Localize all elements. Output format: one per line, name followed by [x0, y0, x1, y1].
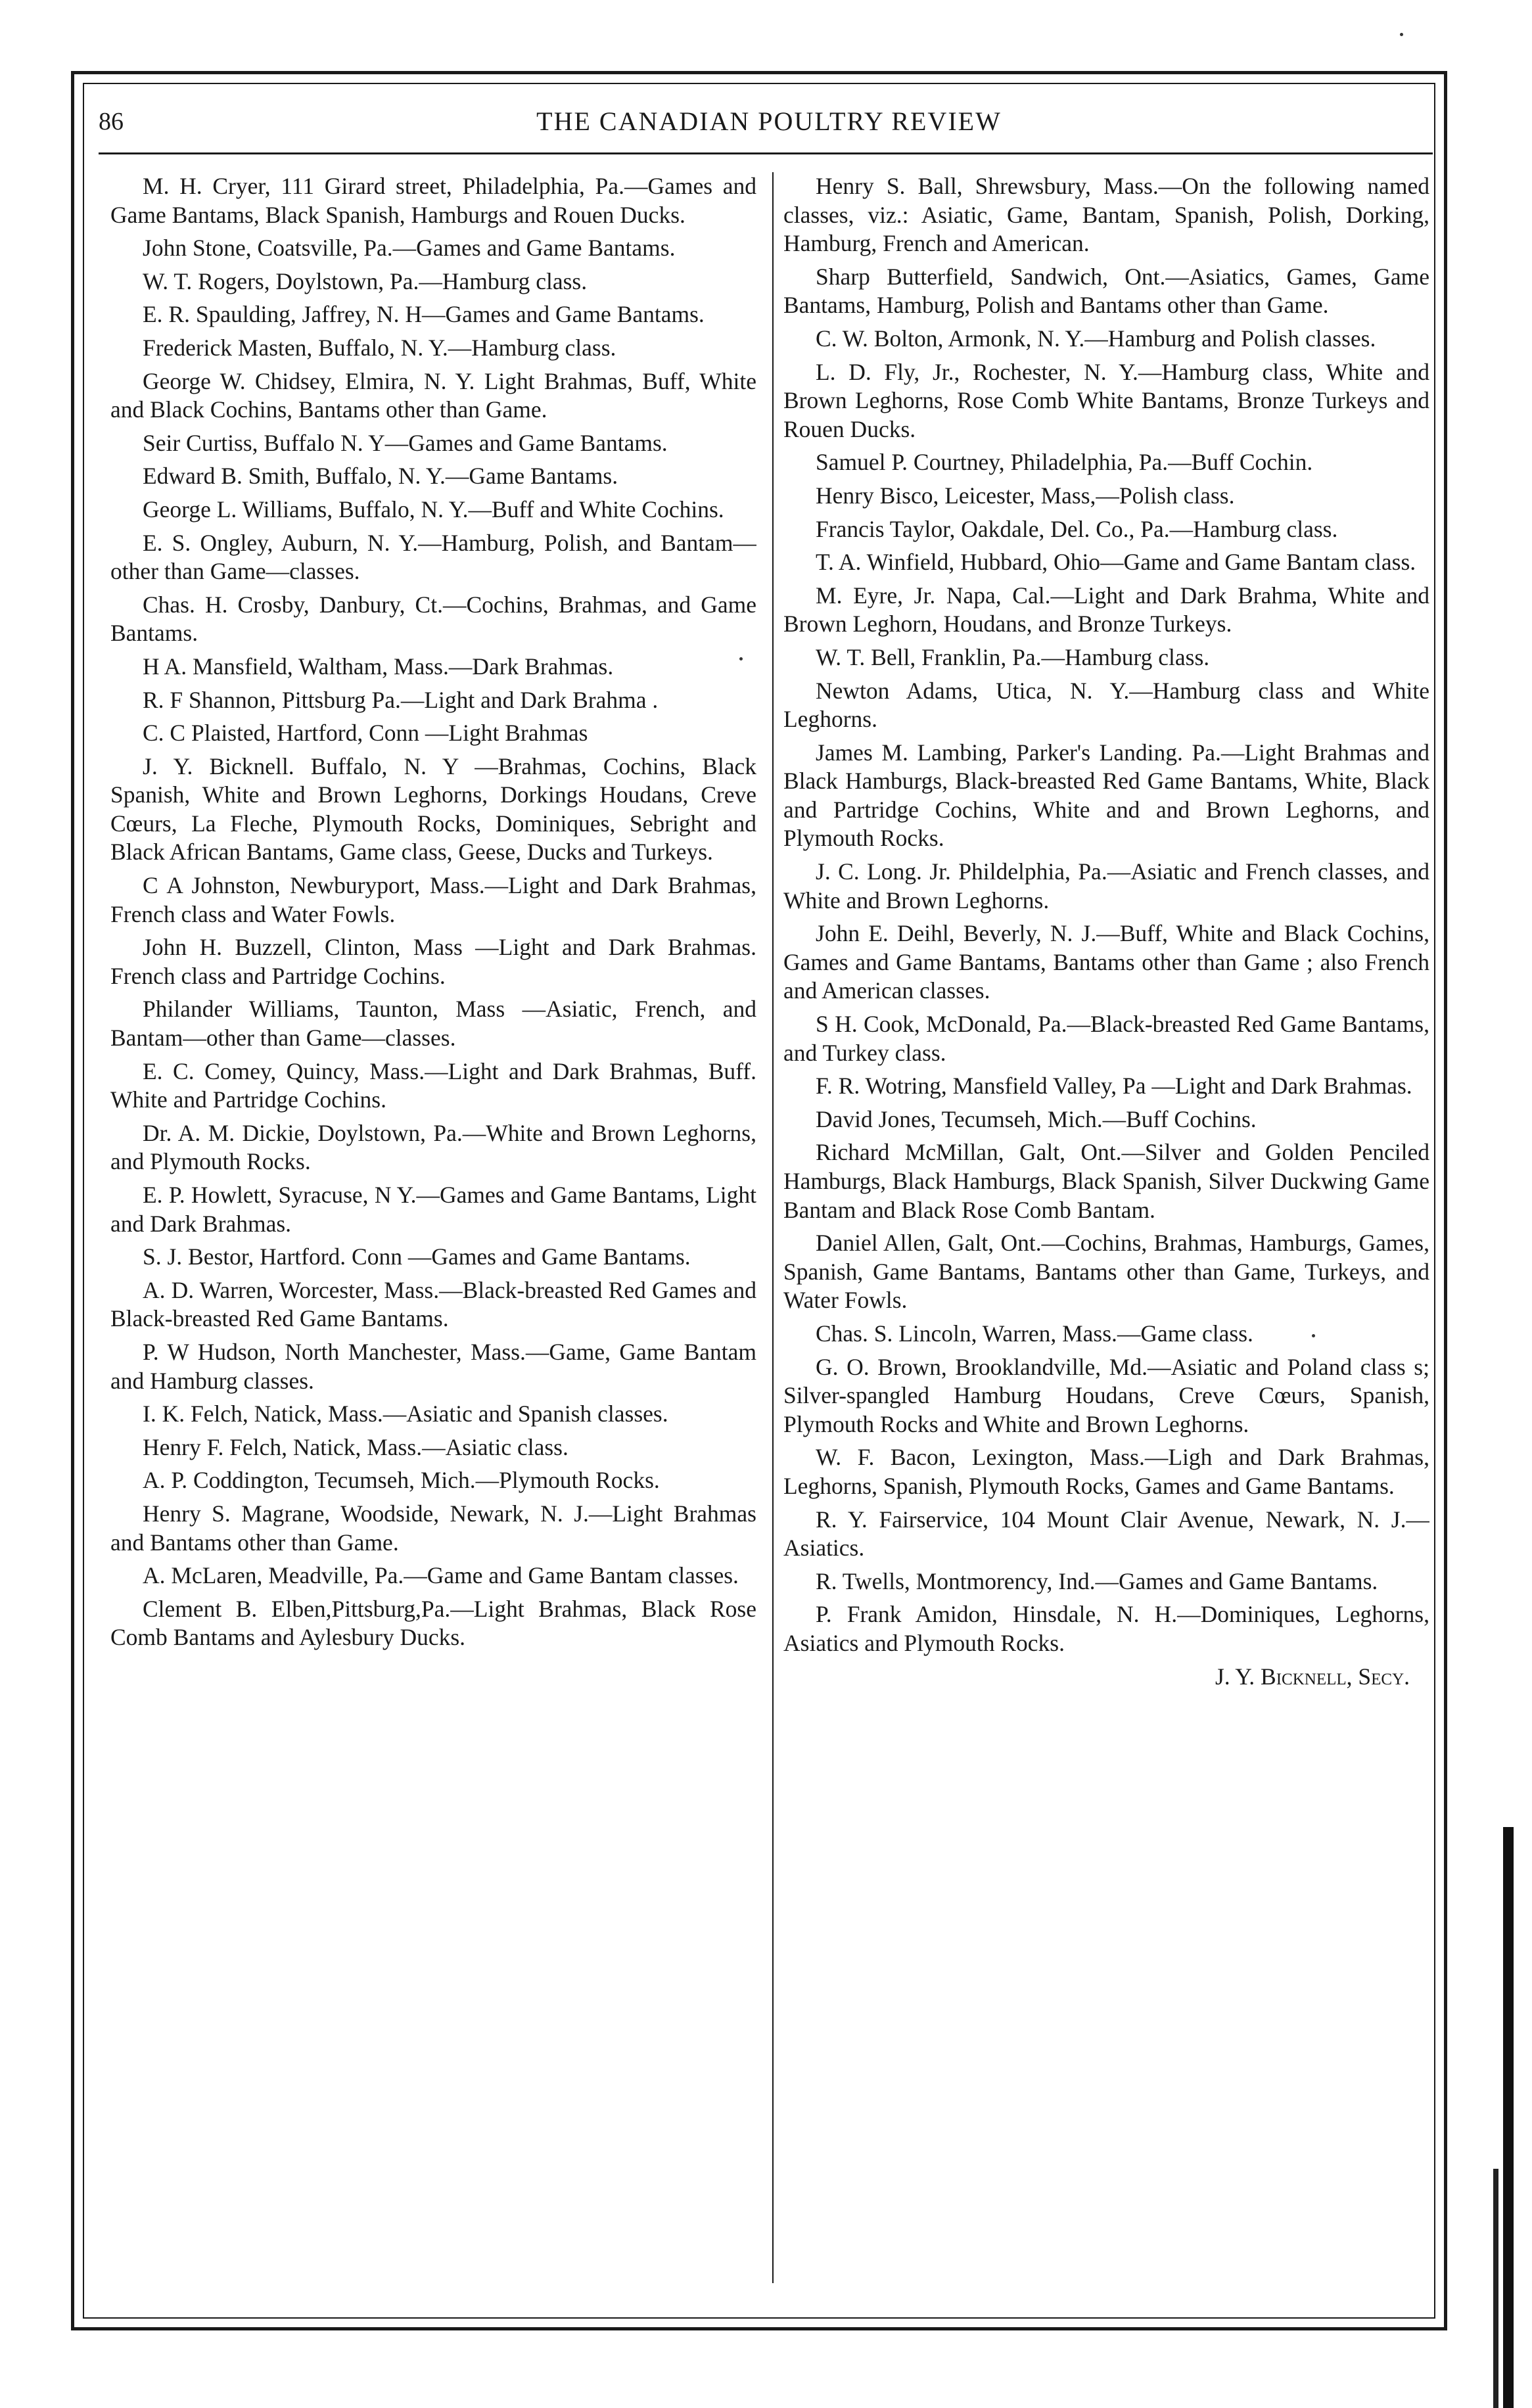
judge-entry: John Stone, Coatsville, Pa.—Games and Game Bantams. [143, 235, 676, 262]
judge-entry: C. W. Bolton, Armonk, N. Y.—Hamburg and Polish classes. [816, 325, 1376, 352]
judge-entry: Richard McMillan, Galt, Ont.—Silver and Golden Penciled Hamburgs, Black Hamburgs, Black Spanish, Silver Duckwing Game Bantam and Black Rose Comb Bantam. [783, 1139, 1429, 1223]
judge-entry: Clement B. Elben,Pittsburg,Pa.—Light Brahmas, Black Rose Comb Bantams and Aylesbury Ducks. [110, 1595, 756, 1651]
judge-entry: C A Johnston, Newburyport, Mass.—Light and Dark Brahmas, French class and Water Fowls. [110, 872, 756, 927]
judge-entry: Sharp Butterfield, Sandwich, Ont.—Asiatics, Games, Game Bantams, Hamburg, Polish and Bantams other than Game. [783, 263, 1429, 319]
judge-entry: John E. Deihl, Beverly, N. J.—Buff, White and Black Cochins, Games and Game Bantams, Bantams other than Game ; also French and American classes. [783, 920, 1429, 1004]
left-column [110, 172, 756, 2282]
scan-edge-shadow [1493, 2169, 1498, 2408]
judge-entry: David Jones, Tecumseh, Mich.—Buff Cochins. [816, 1105, 1257, 1132]
secretary-signature: J. Y. Bicknell, Secy. [1215, 1663, 1410, 1690]
scan-edge-shadow [1503, 1827, 1514, 2408]
judge-entry: Samuel P. Courtney, Philadelphia, Pa.—Buff Cochin. [816, 449, 1313, 476]
judge-entry: Philander Williams, Taunton, Mass —Asiatic, French, and Bantam—other than Game—classes. [110, 996, 756, 1052]
judge-entry: S. J. Bestor, Hartford. Conn —Games and Game Bantams. [143, 1243, 691, 1270]
judge-entry: W. T. Bell, Franklin, Pa.—Hamburg class. [816, 643, 1210, 670]
judge-entry: Newton Adams, Utica, N. Y.—Hamburg class and White Leghorns. [783, 677, 1429, 733]
judge-entry: W. F. Bacon, Lexington, Mass.—Ligh and Dark Brahmas, Leghorns, Spanish, Plymouth Rocks, Games and Game Bantams. [783, 1444, 1429, 1499]
judge-entry: H A. Mansfield, Waltham, Mass.—Dark Brahmas. [143, 653, 614, 680]
judge-entry: Daniel Allen, Galt, Ont.—Cochins, Brahmas, Hamburgs, Games, Spanish, Game Bantams, Bantams other than Game, Turkeys, and Water Fowls. [783, 1230, 1429, 1314]
judge-entry: George W. Chidsey, Elmira, N. Y. Light Brahmas, Buff, White and Black Cochins, Bantams other than Game. [110, 367, 756, 423]
judge-entry: Henry Bisco, Leicester, Mass,—Polish class. [816, 482, 1235, 509]
judge-entry: A. McLaren, Meadville, Pa.—Game and Game Bantam classes. [143, 1562, 739, 1589]
column-divider [772, 172, 774, 2283]
judge-entry: Francis Taylor, Oakdale, Del. Co., Pa.—Hamburg class. [816, 515, 1338, 542]
judge-entry: Edward B. Smith, Buffalo, N. Y.—Game Bantams. [143, 463, 618, 490]
judge-entry: Henry S. Magrane, Woodside, Newark, N. J.—Light Brahmas and Bantams other than Game. [110, 1500, 756, 1556]
judge-entry: S H. Cook, McDonald, Pa.—Black-breasted Red Game Bantams, and Turkey class. [783, 1011, 1429, 1066]
page-number: 86 [99, 108, 124, 135]
judge-entry: E. R. Spaulding, Jaffrey, N. H—Games and Game Bantams. [143, 301, 705, 328]
judge-entry: R. Twells, Montmorency, Ind.—Games and Game Bantams. [816, 1567, 1378, 1594]
print-speck [1400, 33, 1403, 36]
judge-entry: John H. Buzzell, Clinton, Mass —Light and Dark Brahmas. French class and Partridge Cochins. [110, 934, 756, 989]
judge-entry: A. D. Warren, Worcester, Mass.—Black-breasted Red Games and Black-breasted Red Game Bantams. [110, 1276, 756, 1332]
judge-entry: C. C Plaisted, Hartford, Conn —Light Brahmas [143, 720, 588, 747]
judge-entry: R. F Shannon, Pittsburg Pa.—Light and Dark Brahma . [143, 686, 659, 713]
judge-entry: Dr. A. M. Dickie, Doylstown, Pa.—White and Brown Leghorns, and Plymouth Rocks. [110, 1119, 756, 1175]
print-speck [739, 657, 743, 660]
judge-entry: M. H. Cryer, 111 Girard street, Philadelphia, Pa.—Games and Game Bantams, Black Spanish, Hamburgs and Rouen Ducks. [110, 173, 756, 228]
judge-entry: G. O. Brown, Brooklandville, Md.—Asiatic and Poland class s; Silver-spangled Hamburg Houdans, Creve Cœurs, Spanish, Plymouth Rocks and White and Brown Leghorns. [783, 1353, 1429, 1437]
judge-entry: J. C. Long. Jr. Phildelphia, Pa.—Asiatic and French classes, and White and Brown Leghorns. [783, 858, 1429, 914]
judge-entry: Frederick Masten, Buffalo, N. Y.—Hamburg class. [143, 334, 616, 361]
judge-entry: Henry F. Felch, Natick, Mass.—Asiatic class. [143, 1433, 569, 1460]
judge-entry: P. W Hudson, North Manchester, Mass.—Game, Game Bantam and Hamburg classes. [110, 1338, 756, 1394]
judge-entry: Chas. S. Lincoln, Warren, Mass.—Game class. [816, 1320, 1253, 1347]
judge-entry: Seir Curtiss, Buffalo N. Y—Games and Game Bantams. [143, 429, 668, 456]
judge-entry: Henry S. Ball, Shrewsbury, Mass.—On the following named classes, viz.: Asiatic, Game, Bantam, Spanish, Polish, Dorking, Hamburg, French and American. [783, 173, 1429, 257]
judge-entry: Chas. H. Crosby, Danbury, Ct.—Cochins, Brahmas, and Game Bantams. [110, 591, 756, 647]
running-title: THE CANADIAN POULTRY REVIEW [536, 106, 1002, 136]
judge-entry: M. Eyre, Jr. Napa, Cal.—Light and Dark Brahma, White and Brown Leghorn, Houdans, and Bronze Turkeys. [783, 582, 1429, 637]
judge-entry: J. Y. Bicknell. Buffalo, N. Y —Brahmas, Cochins, Black Spanish, White and Brown Leghorns, Dorkings Houdans, Creve Cœurs, La Fleche, Plymouth Rocks, Dominiques, Sebright and Black African Bantams, Game class, Geese, Ducks and Turkeys. [110, 752, 756, 866]
judge-entry: T. A. Winfield, Hubbard, Ohio—Game and Game Bantam class. [816, 549, 1416, 576]
page-header [99, 102, 1439, 141]
print-speck [1312, 1334, 1315, 1337]
judge-entry: E. P. Howlett, Syracuse, N Y.—Games and Game Bantams, Light and Dark Brahmas. [110, 1182, 756, 1237]
judge-entry: W. T. Rogers, Doylstown, Pa.—Hamburg class. [143, 267, 588, 294]
judge-entry: George L. Williams, Buffalo, N. Y.—Buff and White Cochins. [143, 496, 724, 522]
judge-entry: A. P. Coddington, Tecumseh, Mich.—Plymouth Rocks. [143, 1467, 660, 1494]
header-rule [99, 152, 1433, 154]
judge-entry: L. D. Fly, Jr., Rochester, N. Y.—Hamburg class, White and Brown Leghorns, Rose Comb White Bantams, Bronze Turkeys and Rouen Ducks. [783, 358, 1429, 442]
judge-entry: E. C. Comey, Quincy, Mass.—Light and Dark Brahmas, Buff. White and Partridge Cochins. [110, 1057, 756, 1113]
judge-entry: E. S. Ongley, Auburn, N. Y.—Hamburg, Polish, and Bantam—other than Game—classes. [110, 529, 756, 585]
judge-entry: F. R. Wotring, Mansfield Valley, Pa —Light and Dark Brahmas. [816, 1073, 1412, 1100]
judge-entry: R. Y. Fairservice, 104 Mount Clair Avenue, Newark, N. J.—Asiatics. [783, 1506, 1429, 1562]
right-column [783, 172, 1429, 2282]
judge-entry: P. Frank Amidon, Hinsdale, N. H.—Dominiques, Leghorns, Asiatics and Plymouth Rocks. [783, 1601, 1429, 1656]
judge-entry: I. K. Felch, Natick, Mass.—Asiatic and Spanish classes. [143, 1401, 668, 1427]
judge-entry: James M. Lambing, Parker's Landing. Pa.—Light Brahmas and Black Hamburgs, Black-breasted Red Game Bantams, White, Black and Partridge Cochins, White and and Brown Leghorns, and Plymouth Rocks. [783, 739, 1429, 852]
